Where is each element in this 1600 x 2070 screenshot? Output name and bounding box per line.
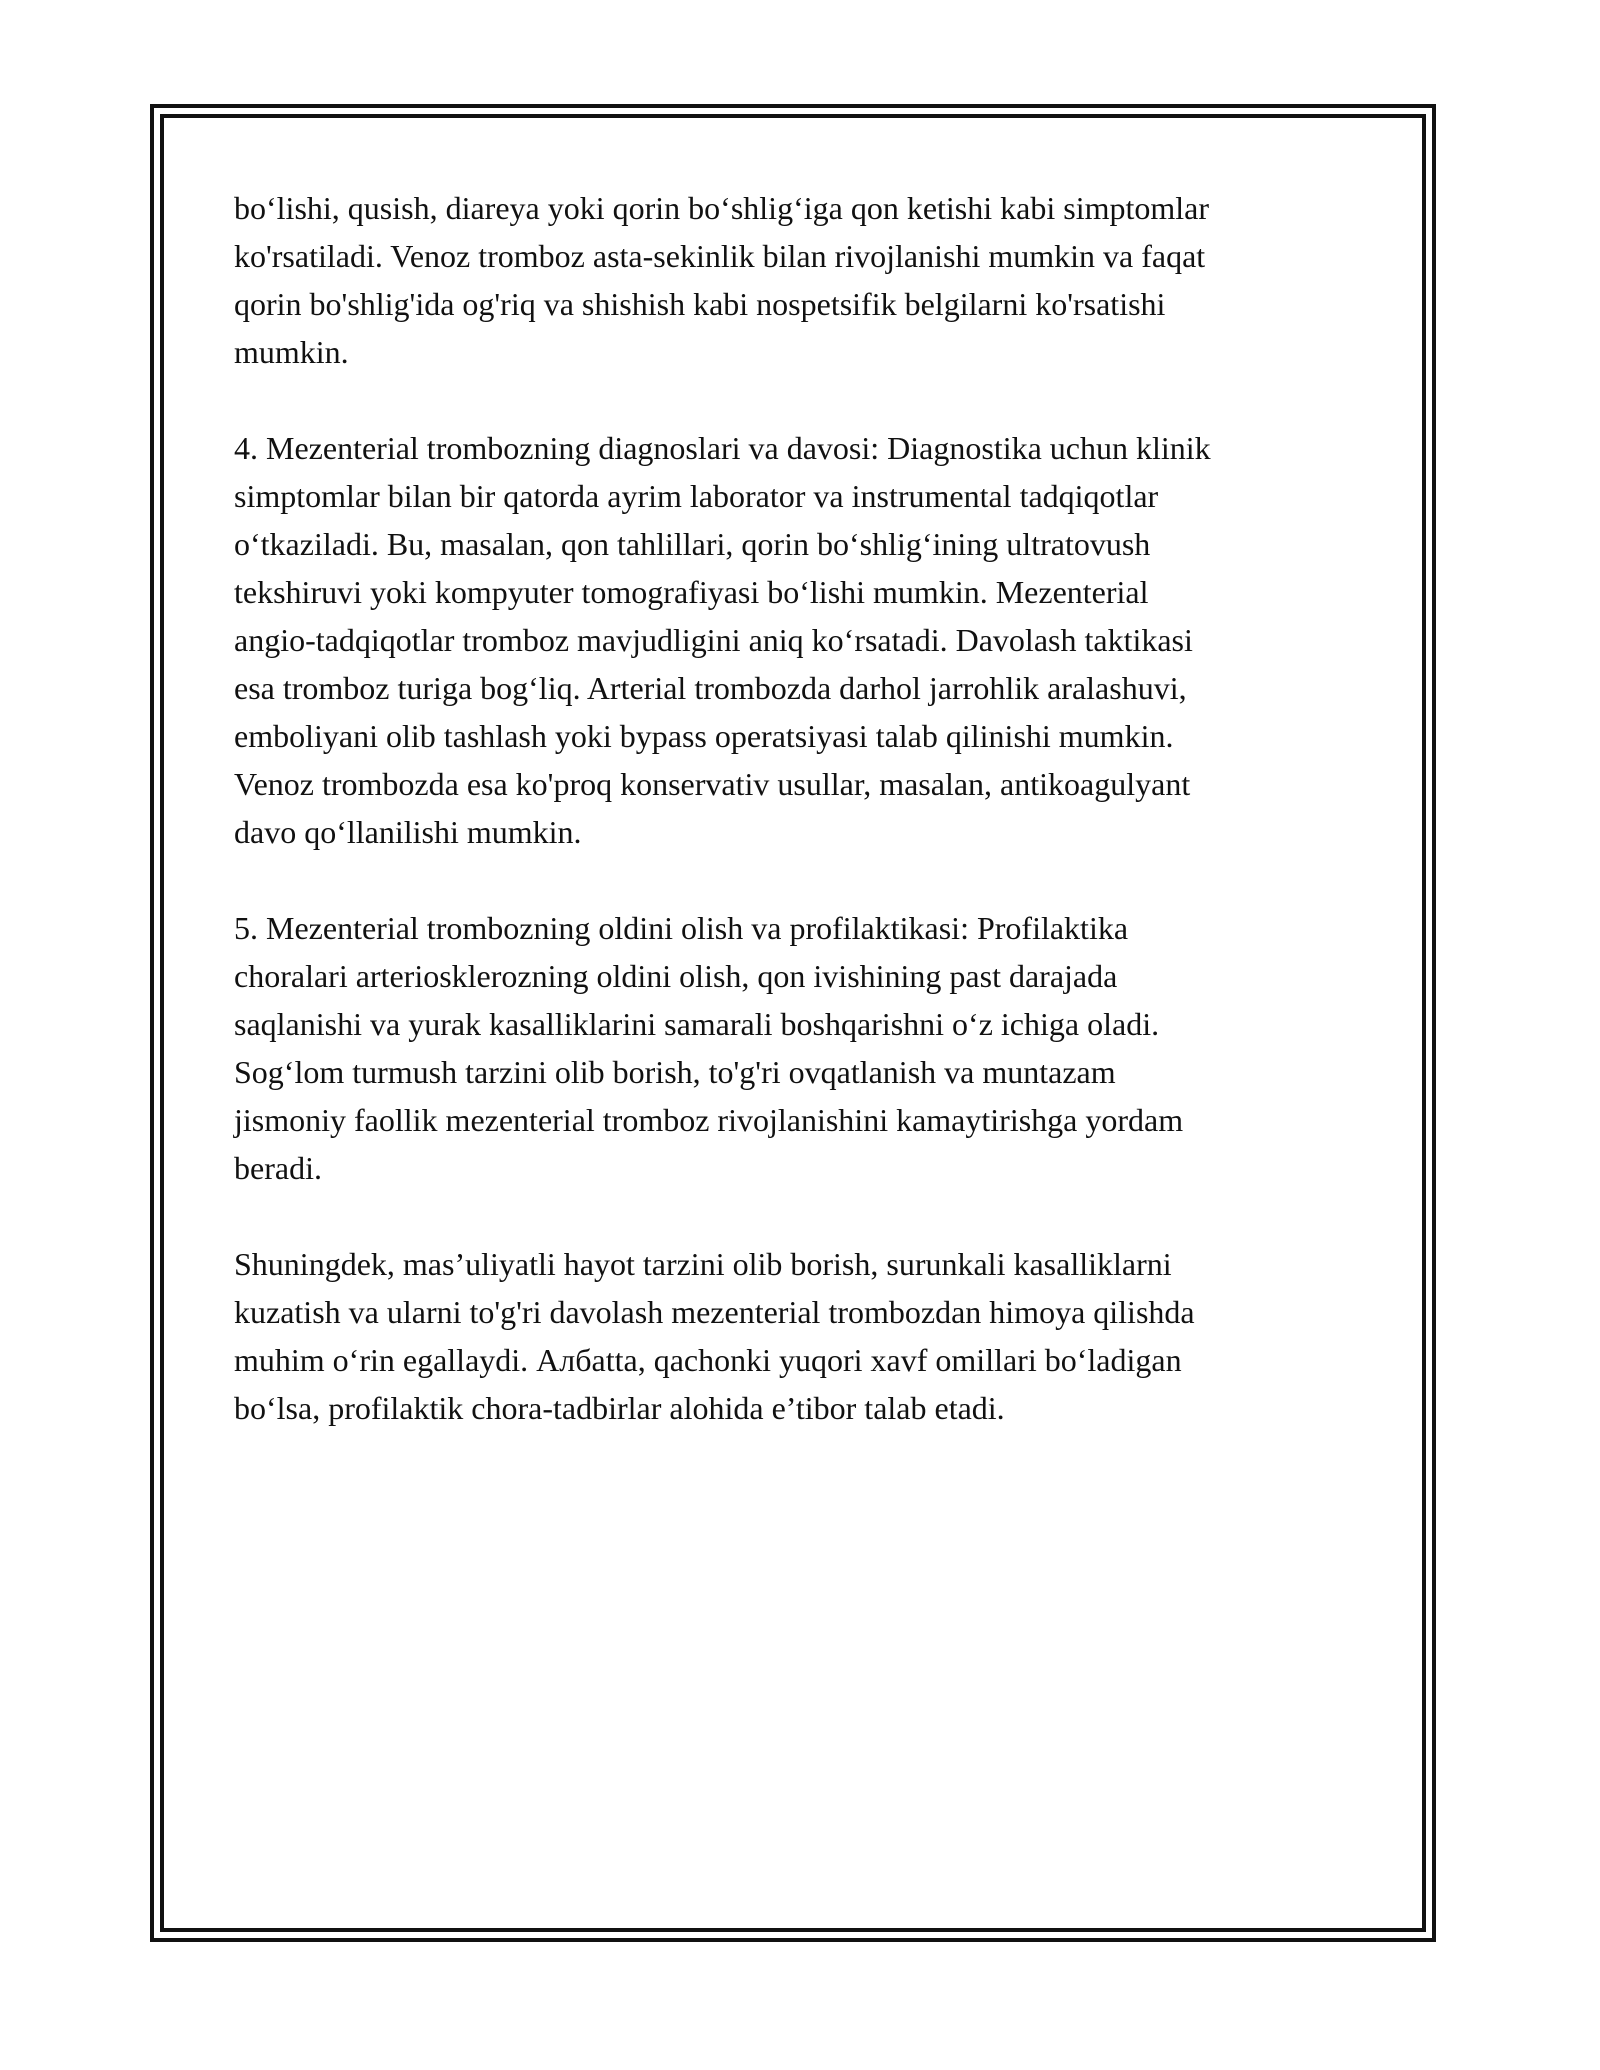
paragraph-diagnosis-treatment: 4. Mezenterial trombozning diagnoslari va davosi: Diagnostika uchun klinik simptomlar bilan bir qatorda ayrim laborator va instrumental tadqiqotlar o‘tkaziladi. Bu, masalan, qon tahlillari, qorin bo‘shlig‘ining ultratovush tekshiruvi yoki kompyuter tomografiyasi bo‘lishi mumkin. Mezenterial angio-tadqiqotlar tromboz mavjudligini aniq ko‘rsatadi. Davolash taktikasi esa tromboz turiga bog‘liq. Arterial trombozda darhol jarrohlik aralashuvi, emboliyani olib tashlash yoki bypass operatsiyasi talab qilinishi mumkin. Venoz trombozda esa ko'proq konservativ usullar, masalan, antikoagulyant davo qo‘llanilishi mumkin. <box>234 430 1211 850</box>
document-body <box>234 184 1364 1432</box>
paragraph-symptoms-continued: bo‘lishi, qusish, diareya yoki qorin bo‘shlig‘iga qon ketishi kabi simptomlar ko'rsatiladi. Venoz tromboz asta-sekinlik bilan rivojlanishi mumkin va faqat qorin bo'shlig'ida og'riq va shishish kabi nospetsifik belgilarni ko'rsatishi mumkin. <box>234 190 1209 370</box>
paragraph-conclusion: Shuningdek, mas’uliyatli hayot tarzini olib borish, surunkali kasalliklarni kuzatish va ularni to'g'ri davolash mezenterial trombozdan himoya qilishda muhim o‘rin egallaydi. Албatta, qachonki yuqori xavf omillari bo‘ladigan bo‘lsa, profilaktik chora-tadbirlar alohida e’tibor talab etadi. <box>234 1246 1195 1426</box>
paragraph-prevention: 5. Mezenterial trombozning oldini olish va profilaktikasi: Profilaktika choralari arteriosklerozning oldini olish, qon ivishining past darajada saqlanishi va yurak kasalliklarini samarali boshqarishni o‘z ichiga oladi. Sog‘lom turmush tarzini olib borish, to'g'ri ovqatlanish va muntazam jismoniy faollik mezenterial tromboz rivojlanishini kamaytirishga yordam beradi. <box>234 910 1184 1186</box>
